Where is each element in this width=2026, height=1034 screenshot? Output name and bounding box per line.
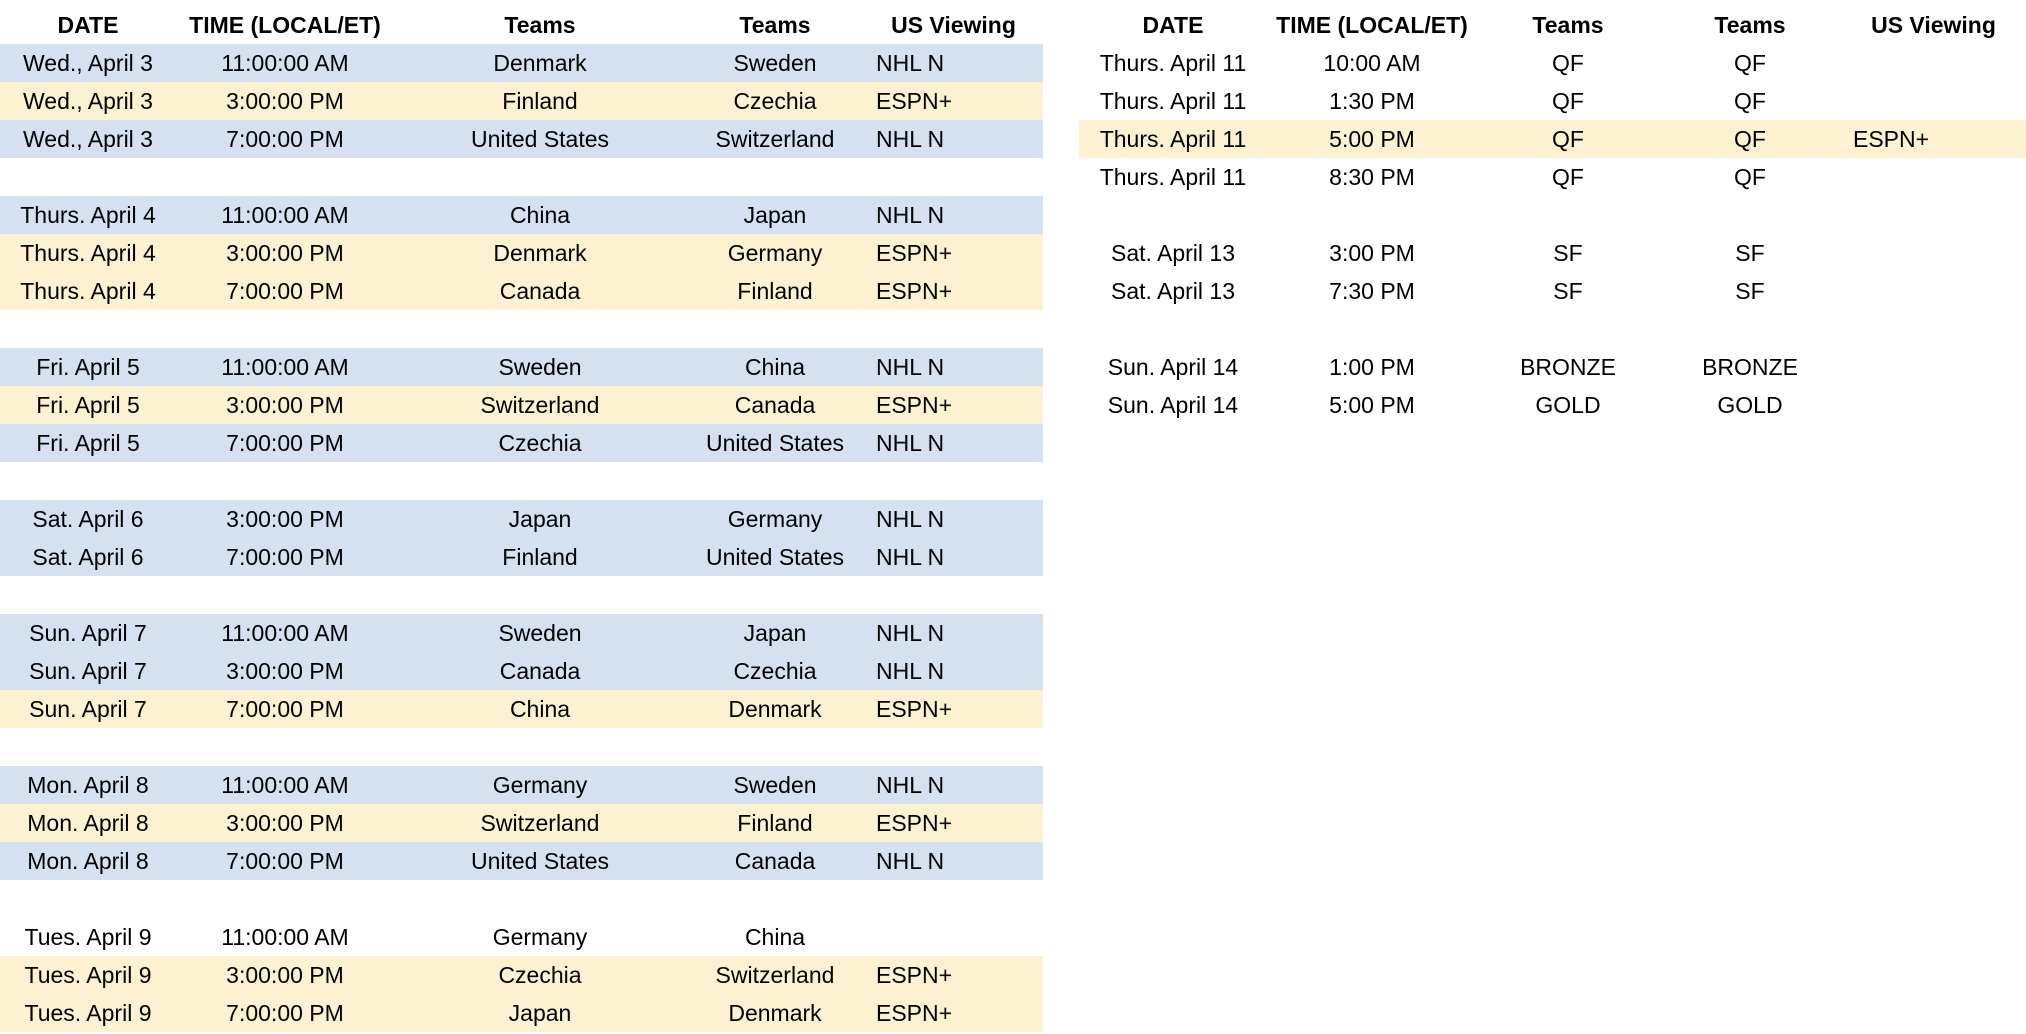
cell-team-away[interactable]: Sweden	[733, 49, 817, 76]
cell-team-home[interactable]: Switzerland	[480, 391, 600, 418]
cell-team-away[interactable]: Switzerland	[715, 125, 835, 152]
cell-date[interactable]: Wed., April 3	[23, 87, 153, 114]
table-row	[1079, 348, 2026, 386]
cell-date[interactable]: Sun. April 7	[29, 695, 147, 722]
cell-date[interactable]: Fri. April 5	[36, 353, 140, 380]
cell-us-viewing[interactable]: ESPN+	[876, 239, 953, 266]
cell-team-home[interactable]: Finland	[502, 87, 578, 114]
cell-team-home[interactable]: China	[509, 695, 571, 722]
cell-us-viewing[interactable]: NHL N	[876, 201, 945, 228]
cell-us-viewing[interactable]: ESPN+	[876, 999, 953, 1026]
cell-time[interactable]: 7:00:00 PM	[226, 695, 344, 722]
cell-date[interactable]: Mon. April 8	[27, 771, 149, 798]
table-row	[0, 196, 1043, 234]
cell-date[interactable]: Sat. April 6	[32, 543, 144, 570]
cell-time[interactable]: 7:00:00 PM	[226, 543, 344, 570]
cell-date[interactable]: Sat. April 6	[32, 505, 144, 532]
cell-time[interactable]: 3:00:00 PM	[226, 809, 344, 836]
column-header-team-away[interactable]: Teams	[1714, 11, 1786, 38]
cell-us-viewing[interactable]: NHL N	[876, 847, 945, 874]
cell-time[interactable]: 5:00 PM	[1329, 391, 1415, 418]
table-row	[0, 120, 1043, 158]
group-stage-schedule-table	[0, 6, 1043, 1032]
table-row	[0, 348, 1043, 386]
spacer-row	[1079, 196, 2026, 234]
table-row	[0, 690, 1043, 728]
cell-us-viewing[interactable]: NHL N	[876, 619, 945, 646]
cell-us-viewing[interactable]: ESPN+	[876, 695, 953, 722]
column-header-team-home[interactable]: Teams	[1532, 11, 1604, 38]
cell-team-home[interactable]: SF	[1553, 239, 1583, 266]
cell-time[interactable]: 7:00:00 PM	[226, 429, 344, 456]
cell-team-away[interactable]: Germany	[727, 505, 823, 532]
table-row	[0, 842, 1043, 880]
table-row	[0, 234, 1043, 272]
table-row	[1079, 234, 2026, 272]
cell-us-viewing[interactable]: ESPN+	[876, 961, 953, 988]
cell-date[interactable]: Sun. April 14	[1107, 391, 1239, 418]
table-row	[0, 918, 1043, 956]
cell-team-away[interactable]: United States	[705, 543, 845, 570]
cell-team-away[interactable]: Sweden	[733, 771, 817, 798]
cell-us-viewing[interactable]: NHL N	[876, 657, 945, 684]
table-row	[0, 82, 1043, 120]
table-row	[0, 804, 1043, 842]
cell-team-home[interactable]: QF	[1552, 87, 1584, 114]
cell-time[interactable]: 1:30 PM	[1329, 87, 1415, 114]
table-row	[0, 766, 1043, 804]
cell-date[interactable]: Wed., April 3	[23, 49, 153, 76]
table-row	[1079, 272, 2026, 310]
table-row	[0, 44, 1043, 82]
cell-time[interactable]: 1:00 PM	[1329, 353, 1415, 380]
column-header-team-away[interactable]: Teams	[739, 11, 811, 38]
cell-date[interactable]: Sat. April 13	[1110, 277, 1236, 304]
cell-team-away[interactable]: Japan	[743, 619, 807, 646]
cell-date[interactable]: Mon. April 8	[27, 809, 149, 836]
cell-team-home[interactable]: Germany	[492, 923, 588, 950]
cell-team-home[interactable]: Japan	[508, 999, 572, 1026]
cell-team-away[interactable]: QF	[1734, 163, 1766, 190]
cell-time[interactable]: 7:00:00 PM	[226, 277, 344, 304]
cell-time[interactable]: 3:00:00 PM	[226, 657, 344, 684]
cell-team-home[interactable]: Sweden	[498, 353, 582, 380]
cell-team-away[interactable]: Canada	[734, 847, 816, 874]
cell-time[interactable]: 11:00:00 AM	[221, 49, 349, 76]
table-row	[0, 614, 1043, 652]
cell-team-away[interactable]: Japan	[743, 201, 807, 228]
cell-date[interactable]: Sat. April 13	[1110, 239, 1236, 266]
cell-time[interactable]: 7:00:00 PM	[226, 125, 344, 152]
cell-us-viewing[interactable]: ESPN+	[876, 87, 953, 114]
cell-date[interactable]: Thurs. April 11	[1099, 49, 1247, 76]
cell-time[interactable]: 3:00:00 PM	[226, 961, 344, 988]
cell-us-viewing[interactable]: NHL N	[876, 543, 945, 570]
cell-time[interactable]: 11:00:00 AM	[221, 771, 349, 798]
cell-time[interactable]: 5:00 PM	[1329, 125, 1415, 152]
cell-us-viewing[interactable]: ESPN+	[1853, 125, 1930, 152]
cell-team-away[interactable]: Finland	[737, 277, 813, 304]
column-header-us-viewing[interactable]: US Viewing	[1871, 11, 1996, 38]
cell-date[interactable]: Thurs. April 11	[1099, 87, 1247, 114]
column-header-us-viewing[interactable]: US Viewing	[891, 11, 1016, 38]
spacer-row	[1079, 310, 2026, 348]
column-header-date[interactable]: DATE	[57, 11, 119, 38]
table-row	[1079, 120, 2026, 158]
cell-team-home[interactable]: Sweden	[498, 619, 582, 646]
cell-date[interactable]: Sun. April 7	[29, 619, 147, 646]
cell-time[interactable]: 3:00:00 PM	[226, 391, 344, 418]
table-row	[0, 386, 1043, 424]
table-row	[0, 956, 1043, 994]
table-row	[1079, 386, 2026, 424]
table-row	[1079, 44, 2026, 82]
spacer-row	[0, 880, 1043, 918]
cell-date[interactable]: Mon. April 8	[27, 847, 149, 874]
cell-time[interactable]: 7:00:00 PM	[226, 847, 344, 874]
cell-team-away[interactable]: Finland	[737, 809, 813, 836]
cell-team-away[interactable]: GOLD	[1717, 391, 1783, 418]
cell-us-viewing[interactable]: NHL N	[876, 49, 945, 76]
cell-time[interactable]: 3:00 PM	[1329, 239, 1415, 266]
cell-team-away[interactable]: QF	[1734, 87, 1766, 114]
cell-date[interactable]: Sun. April 7	[29, 657, 147, 684]
cell-us-viewing[interactable]: NHL N	[876, 771, 945, 798]
spacer-row	[0, 310, 1043, 348]
cell-date[interactable]: Sun. April 14	[1107, 353, 1239, 380]
spacer-row	[0, 728, 1043, 766]
header-row	[0, 6, 1043, 44]
cell-team-away[interactable]: Denmark	[728, 999, 822, 1026]
cell-team-home[interactable]: United States	[470, 125, 610, 152]
table-row	[0, 500, 1043, 538]
cell-team-home[interactable]: Denmark	[493, 239, 587, 266]
cell-date[interactable]: Wed., April 3	[23, 125, 153, 152]
cell-team-away[interactable]: China	[744, 923, 806, 950]
cell-team-home[interactable]: Czechia	[498, 429, 582, 456]
cell-team-away[interactable]: Czechia	[733, 657, 817, 684]
cell-team-away[interactable]: SF	[1735, 239, 1765, 266]
cell-time[interactable]: 3:00:00 PM	[226, 239, 344, 266]
spacer-row	[0, 576, 1043, 614]
cell-time[interactable]: 11:00:00 AM	[221, 619, 349, 646]
cell-time[interactable]: 11:00:00 AM	[221, 923, 349, 950]
cell-team-home[interactable]: BRONZE	[1520, 353, 1616, 380]
cell-date[interactable]: Thurs. April 4	[20, 201, 156, 228]
spacer-row	[0, 158, 1043, 196]
cell-date[interactable]: Tues. April 9	[24, 961, 152, 988]
cell-team-home[interactable]: United States	[470, 847, 610, 874]
column-header-team-home[interactable]: Teams	[504, 11, 576, 38]
cell-date[interactable]: Fri. April 5	[36, 429, 140, 456]
cell-team-away[interactable]: Canada	[734, 391, 816, 418]
cell-time[interactable]: 3:00:00 PM	[226, 87, 344, 114]
cell-us-viewing[interactable]: NHL N	[876, 505, 945, 532]
cell-time[interactable]: 7:00:00 PM	[226, 999, 344, 1026]
cell-team-away[interactable]: SF	[1735, 277, 1765, 304]
cell-team-home[interactable]: Switzerland	[480, 809, 600, 836]
cell-team-away[interactable]: BRONZE	[1702, 353, 1798, 380]
spacer-row	[0, 462, 1043, 500]
cell-team-home[interactable]: Denmark	[493, 49, 587, 76]
cell-team-home[interactable]: Japan	[508, 505, 572, 532]
table-row	[0, 424, 1043, 462]
cell-time[interactable]: 10:00 AM	[1323, 49, 1421, 76]
cell-date[interactable]: Thurs. April 4	[20, 239, 156, 266]
cell-team-home[interactable]: Canada	[499, 657, 581, 684]
cell-team-home[interactable]: SF	[1553, 277, 1583, 304]
table-row	[0, 538, 1043, 576]
table-row	[0, 994, 1043, 1032]
column-header-time[interactable]: TIME (LOCAL/ET)	[1276, 11, 1468, 38]
cell-date[interactable]: Thurs. April 11	[1099, 125, 1247, 152]
cell-date[interactable]: Thurs. April 4	[20, 277, 156, 304]
cell-us-viewing[interactable]: NHL N	[876, 429, 945, 456]
cell-team-home[interactable]: Finland	[502, 543, 578, 570]
cell-us-viewing[interactable]: ESPN+	[876, 809, 953, 836]
table-row	[0, 652, 1043, 690]
column-header-time[interactable]: TIME (LOCAL/ET)	[189, 11, 381, 38]
cell-team-away[interactable]: Germany	[727, 239, 823, 266]
table-row	[1079, 158, 2026, 196]
table-row	[0, 272, 1043, 310]
cell-time[interactable]: 8:30 PM	[1329, 163, 1415, 190]
cell-team-home[interactable]: Canada	[499, 277, 581, 304]
cell-us-viewing[interactable]: ESPN+	[876, 391, 953, 418]
cell-team-home[interactable]: QF	[1552, 49, 1584, 76]
cell-team-away[interactable]: Switzerland	[715, 961, 835, 988]
cell-us-viewing[interactable]: NHL N	[876, 125, 945, 152]
cell-us-viewing[interactable]: NHL N	[876, 353, 945, 380]
cell-team-home[interactable]: QF	[1552, 163, 1584, 190]
header-row	[1079, 6, 2026, 44]
column-header-date[interactable]: DATE	[1142, 11, 1204, 38]
cell-time[interactable]: 11:00:00 AM	[221, 201, 349, 228]
cell-date[interactable]: Tues. April 9	[24, 999, 152, 1026]
cell-team-home[interactable]: QF	[1552, 125, 1584, 152]
cell-team-away[interactable]: QF	[1734, 49, 1766, 76]
cell-team-away[interactable]: QF	[1734, 125, 1766, 152]
cell-team-away[interactable]: Denmark	[728, 695, 822, 722]
cell-team-away[interactable]: United States	[705, 429, 845, 456]
cell-time[interactable]: 7:30 PM	[1329, 277, 1415, 304]
cell-team-away[interactable]: China	[744, 353, 806, 380]
cell-team-home[interactable]: China	[509, 201, 571, 228]
cell-us-viewing[interactable]: ESPN+	[876, 277, 953, 304]
cell-team-home[interactable]: Germany	[492, 771, 588, 798]
cell-team-home[interactable]: GOLD	[1535, 391, 1601, 418]
cell-date[interactable]: Tues. April 9	[24, 923, 152, 950]
cell-team-away[interactable]: Czechia	[733, 87, 817, 114]
cell-team-home[interactable]: Czechia	[498, 961, 582, 988]
table-row	[1079, 82, 2026, 120]
cell-date[interactable]: Fri. April 5	[36, 391, 140, 418]
playoff-schedule-table	[1079, 6, 2026, 424]
cell-time[interactable]: 3:00:00 PM	[226, 505, 344, 532]
cell-time[interactable]: 11:00:00 AM	[221, 353, 349, 380]
cell-date[interactable]: Thurs. April 11	[1099, 163, 1247, 190]
